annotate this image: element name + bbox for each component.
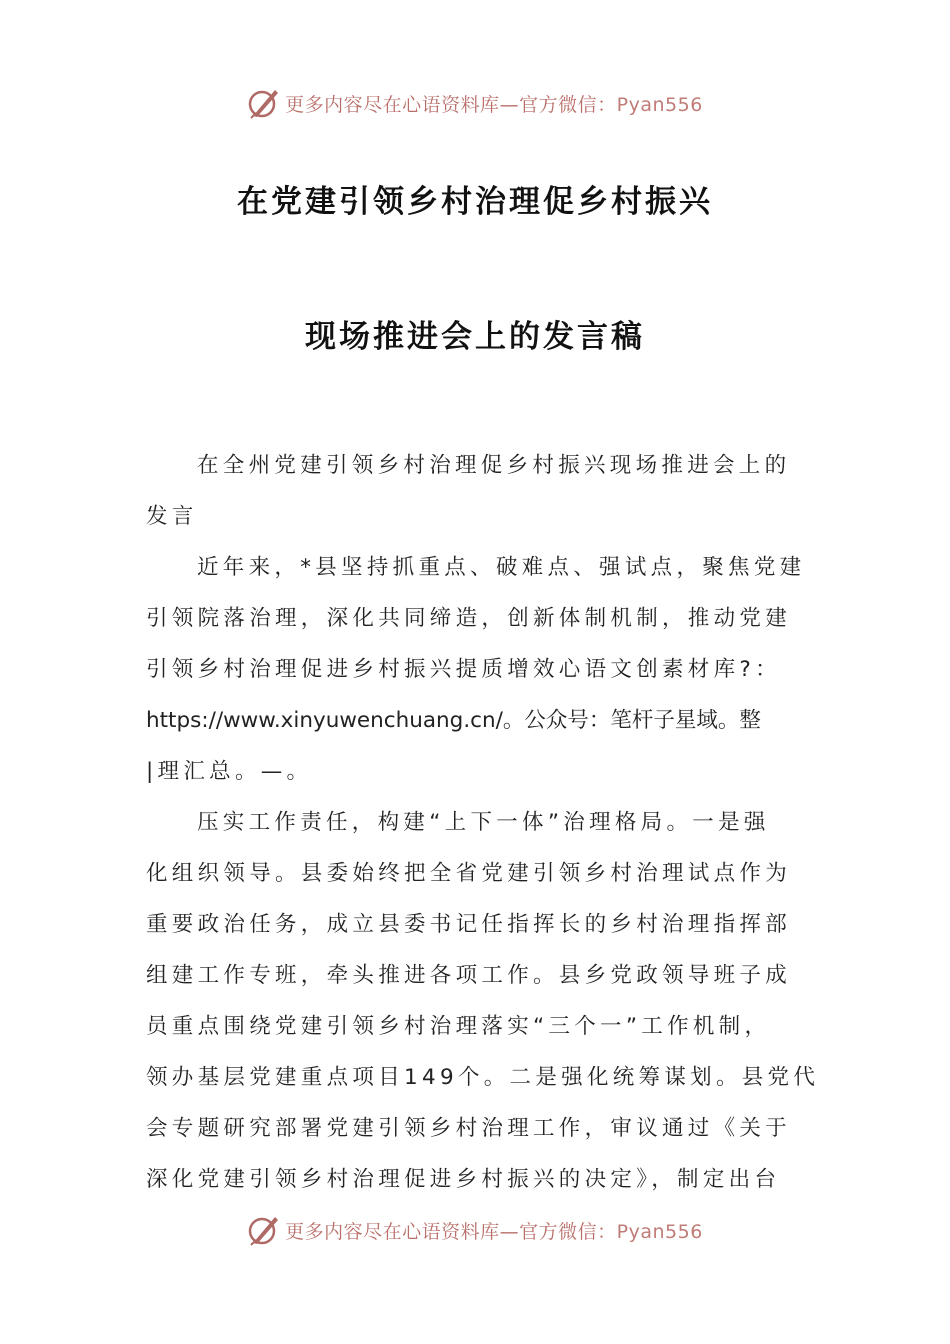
body-line: 发言: [146, 504, 198, 529]
banner-text: [285, 90, 703, 117]
body-line: 重要政治任务，成立县委书记任指挥长的乡村治理指挥部: [146, 912, 792, 937]
body-line: |理汇总。—。: [146, 759, 313, 784]
body-line: 压实工作责任，构建“上下一体”治理格局。一是强: [197, 810, 770, 835]
banner-text-cn: 更多内容尽在心语资料库—官方微信：: [285, 93, 617, 116]
banner-text-cn: 更多内容尽在心语资料库—官方微信：: [285, 1220, 617, 1243]
body-line-url: https://www.xinyuwenchuang.cn/。公众号：笔杆子星域。整: [146, 708, 761, 733]
body-line: 在全州党建引领乡村治理促乡村振兴现场推进会上的: [197, 453, 791, 478]
banner-wechat-id: Pyan556: [616, 1220, 703, 1243]
document-title-line2: 现场推进会上的发言稿: [305, 319, 645, 355]
body-line: 员重点围绕党建引领乡村治理落实“三个一”工作机制，: [146, 1014, 771, 1039]
document-title-line1: 在党建引领乡村治理促乡村振兴: [237, 184, 713, 220]
body-line: 化组织领导。县委始终把全省党建引领乡村治理试点作为: [146, 861, 792, 886]
banner-text: [285, 1217, 703, 1244]
body-line: 组建工作专班，牵头推进各项工作。县乡党政领导班子成: [146, 963, 792, 988]
body-line: 领办基层党建重点项目149个。二是强化统筹谋划。县党代: [146, 1065, 820, 1090]
header-banner: [0, 83, 950, 123]
body-line: 深化党建引领乡村治理促进乡村振兴的决定》，制定出台: [146, 1167, 781, 1192]
banner-wechat-id: Pyan556: [616, 93, 703, 116]
body-line: 引领院落治理，深化共同缔造，创新体制机制，推动党建: [146, 606, 792, 631]
body-line: 近年来，*县坚持抓重点、破难点、强试点，聚焦党建: [197, 555, 806, 580]
document-body: [146, 440, 820, 1205]
quill-pen-logo-icon: [247, 1213, 281, 1247]
quill-pen-logo-icon: [247, 86, 281, 120]
body-line: 引领乡村治理促进乡村振兴提质增效心语文创素材库?：: [146, 657, 781, 682]
footer-banner: [0, 1210, 950, 1250]
body-line: 会专题研究部署党建引领乡村治理工作，审议通过《关于: [146, 1116, 792, 1141]
